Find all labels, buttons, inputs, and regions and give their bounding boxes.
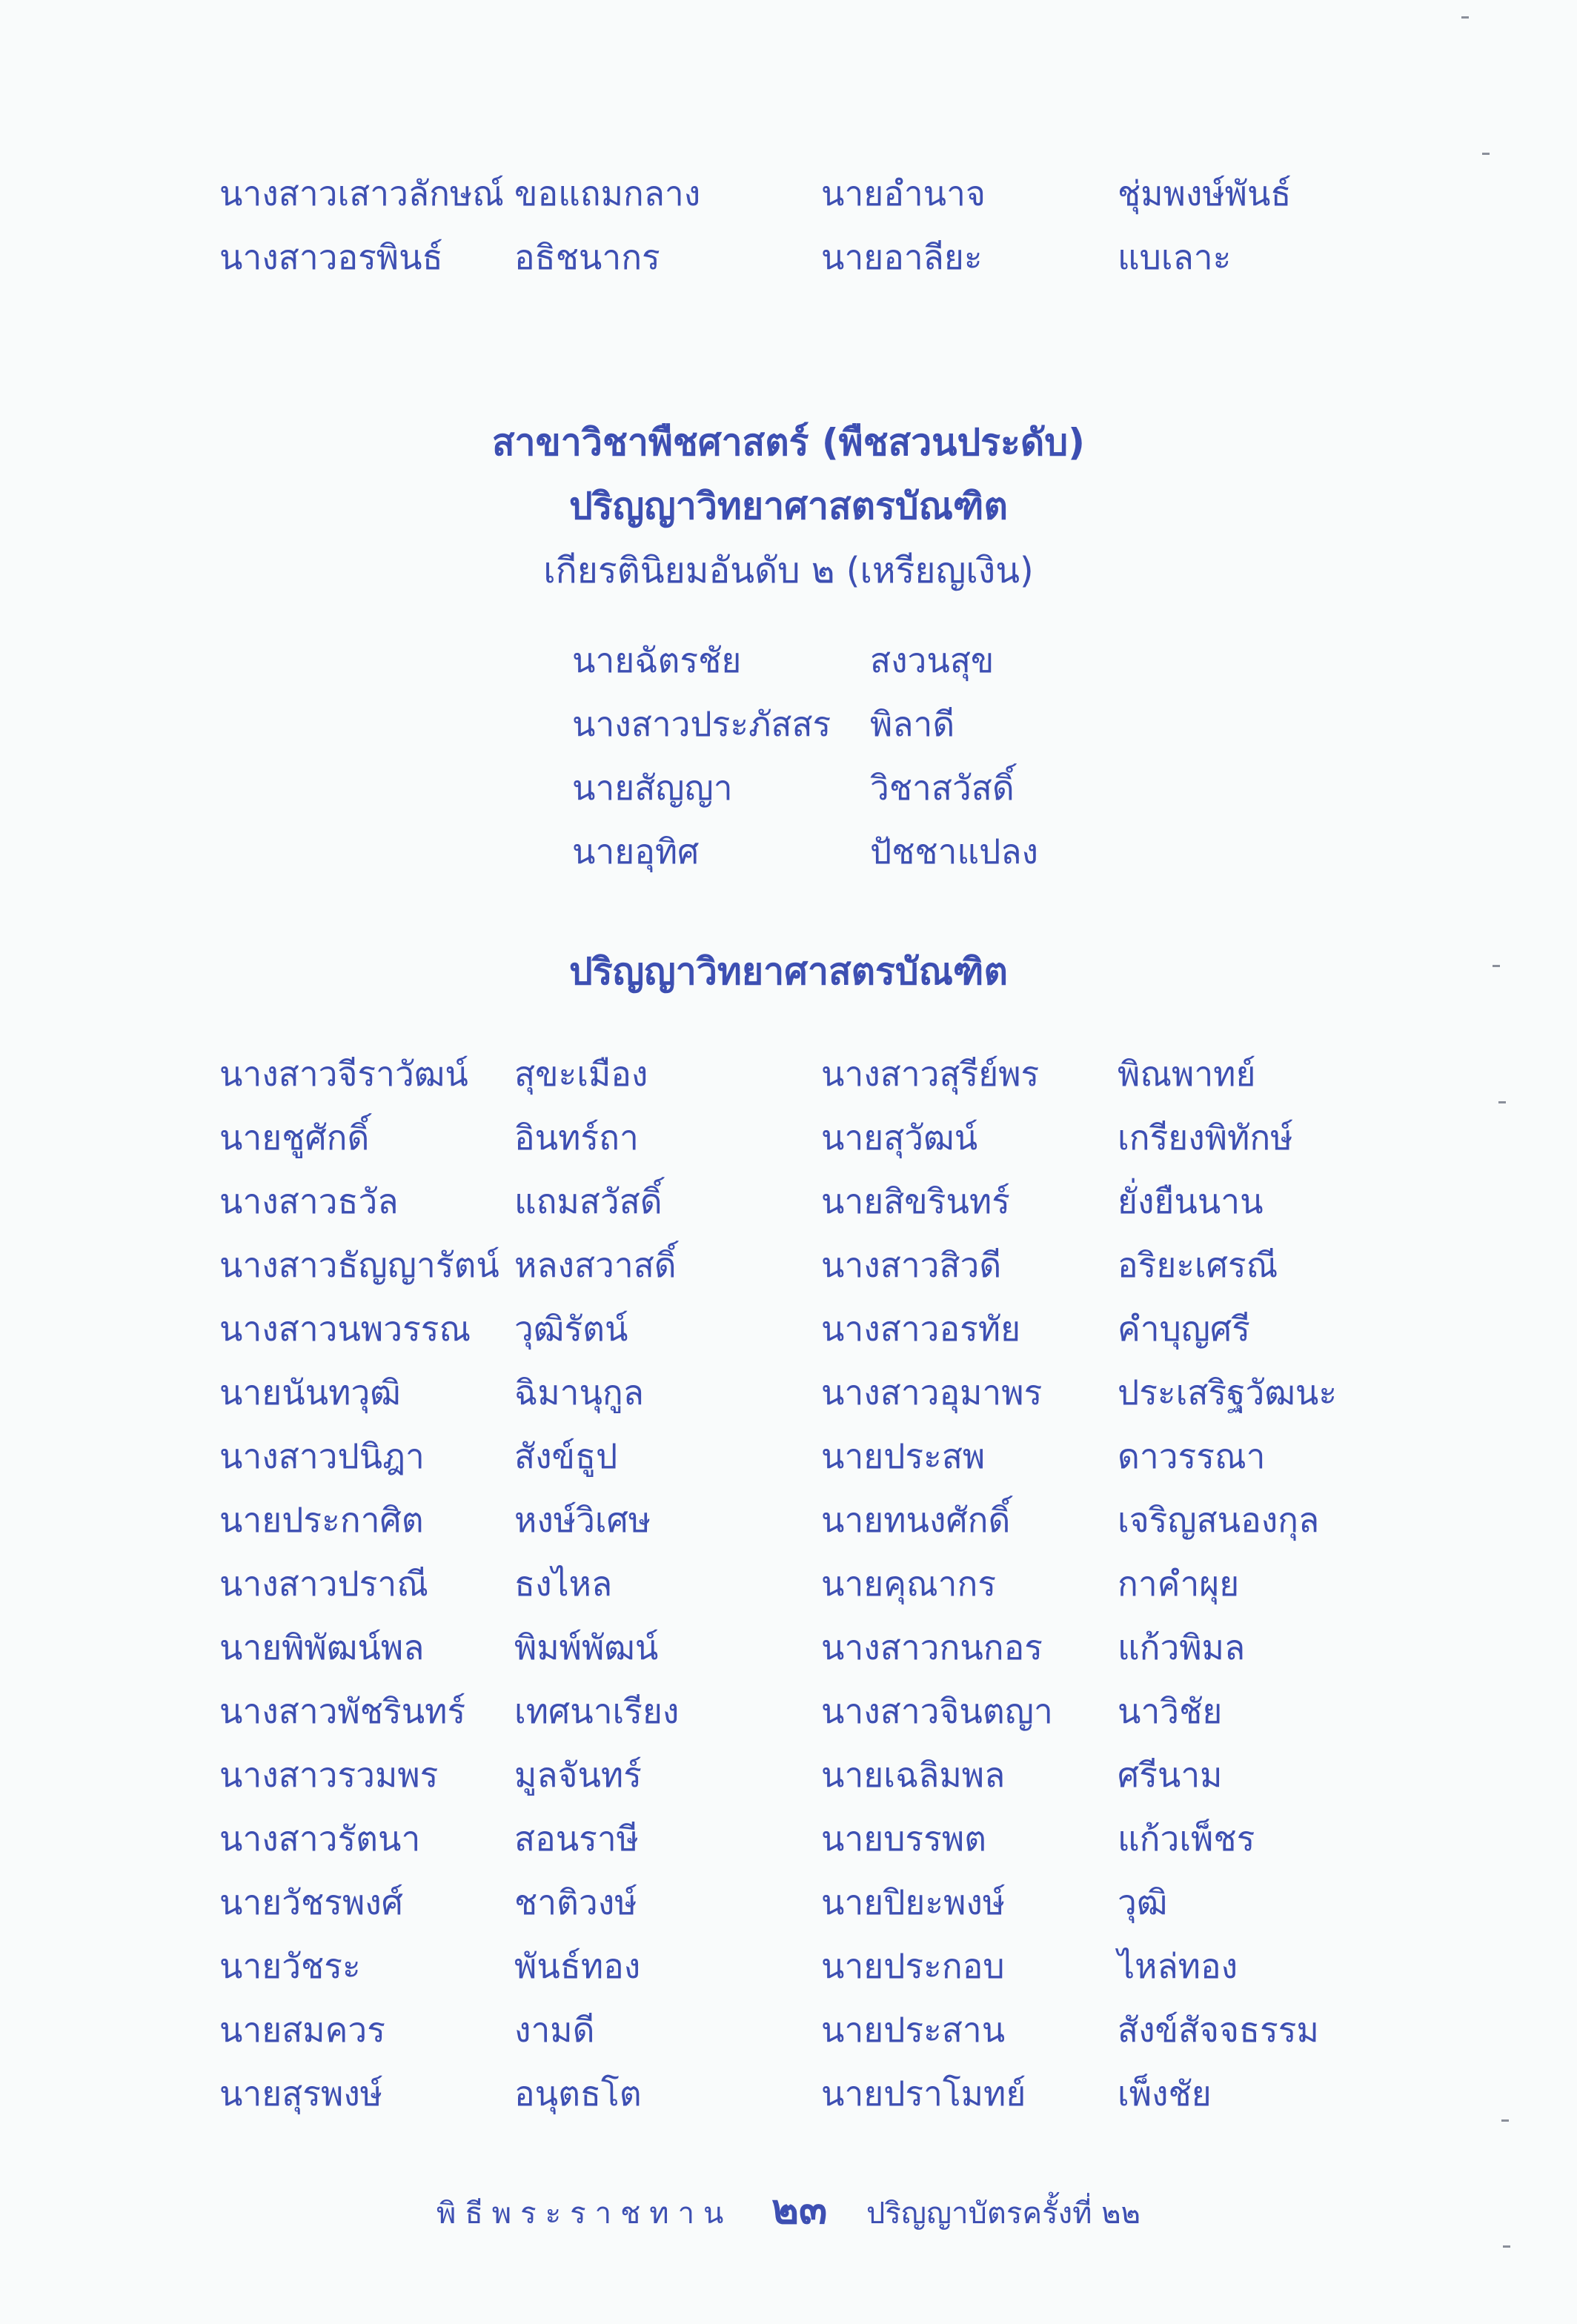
first-name: นายเฉลิมพล <box>821 1755 1006 1795</box>
first-name: นางสาวนพวรรณ <box>219 1309 471 1349</box>
list-item <box>219 162 1375 225</box>
last-name: พิลาดี <box>870 704 955 744</box>
first-name: นางสาวปราณี <box>219 1564 428 1604</box>
list-item <box>219 1743 1375 1807</box>
last-name: อริยะเศรณี <box>1118 1245 1278 1285</box>
first-name: นายสัญญา <box>572 768 733 808</box>
last-name: แถมสวัสดิ์ <box>514 1181 663 1221</box>
last-name: เพ็งชัย <box>1118 2074 1212 2114</box>
last-name: ธงไหล <box>514 1564 613 1604</box>
first-name: นายทนงศักดิ์ <box>821 1500 1011 1540</box>
last-name: งามดี <box>514 2010 595 2050</box>
first-name: นางสาวเสาวลักษณ์ <box>219 173 504 213</box>
first-name: นางสาวจินตญา <box>821 1691 1053 1731</box>
first-name: นายวัชรพงศ์ <box>219 1882 403 1922</box>
first-name: นายชูศักดิ์ <box>219 1118 370 1158</box>
list-item <box>219 1424 1375 1488</box>
first-name: นายอุทิศ <box>572 831 700 872</box>
degree-heading: ปริญญาวิทยาศาสตรบัณฑิต <box>568 950 1009 993</box>
degree-heading: ปริญญาวิทยาศาสตรบัณฑิต <box>568 485 1009 528</box>
list-item <box>219 1870 1375 1934</box>
list-item <box>219 1488 1375 1552</box>
list-item <box>572 756 1165 820</box>
last-name: เจริญสนองกุล <box>1118 1500 1320 1540</box>
last-name: ไหล่ทอง <box>1118 1946 1238 1986</box>
honors-name-list <box>572 628 1165 883</box>
first-name: นายพิพัฒน์พล <box>219 1627 425 1667</box>
first-name: นายปิยะพงษ์ <box>821 1882 1006 1922</box>
first-name: นางสาวพัชรินทร์ <box>219 1691 466 1731</box>
last-name: กาคำผุย <box>1118 1564 1240 1604</box>
list-item <box>572 820 1165 883</box>
top-name-list <box>219 162 1375 289</box>
last-name: ปัชชาแปลง <box>870 831 1038 872</box>
scan-mark <box>1498 1101 1506 1103</box>
last-name: พิมพ์พัฒน์ <box>514 1627 659 1667</box>
first-name: นายปราโมทย์ <box>821 2074 1026 2114</box>
last-name: แก้วเพ็ชร <box>1118 1819 1255 1859</box>
list-item <box>219 1169 1375 1233</box>
first-name: นายอาลียะ <box>821 237 983 277</box>
last-name: วุฒิ <box>1118 1882 1168 1922</box>
list-item <box>219 1552 1375 1616</box>
last-name: หลงสวาสดิ์ <box>514 1245 677 1285</box>
list-item <box>219 1042 1375 1106</box>
first-name: นางสาวกนกอร <box>821 1627 1043 1667</box>
last-name: แก้วพิมล <box>1118 1627 1246 1667</box>
first-name: นายประกอบ <box>821 1946 1005 1986</box>
scan-mark <box>1503 2245 1510 2248</box>
first-name: นางสาวรวมพร <box>219 1755 439 1795</box>
last-name: พิณพาทย์ <box>1118 1054 1256 1094</box>
list-item <box>219 1616 1375 1679</box>
first-name: นายอำนาจ <box>821 173 986 213</box>
first-name: นายคุณากร <box>821 1564 997 1604</box>
first-name: นางสาวอรทัย <box>821 1309 1021 1349</box>
last-name: ชาติวงษ์ <box>514 1882 637 1922</box>
first-name: นางสาวสิวดี <box>821 1245 1002 1285</box>
first-name: นางสาวธัญญารัตน์ <box>219 1245 499 1285</box>
list-item <box>219 1998 1375 2062</box>
page-footer <box>0 2176 1577 2242</box>
first-name: นายนันทวุฒิ <box>219 1372 401 1412</box>
last-name: ฉิมานุกูล <box>514 1372 644 1412</box>
page-number: ๒๓ <box>771 2185 828 2234</box>
footer-right-text: ปริญญาบัตรครั้งที่ ๒๒ <box>866 2197 1141 2231</box>
last-name: วุฒิรัตน์ <box>514 1309 628 1349</box>
scan-mark <box>1501 2119 1509 2122</box>
list-item <box>219 1679 1375 1743</box>
last-name: มูลจันทร์ <box>514 1755 642 1795</box>
first-name: นางสาวรัตนา <box>219 1819 421 1859</box>
last-name: สอนราษี <box>514 1819 640 1859</box>
last-name: อธิชนากร <box>514 237 660 277</box>
first-name: นายประสพ <box>821 1436 986 1476</box>
list-item <box>219 225 1375 289</box>
first-name: นางสาวประภัสสร <box>572 704 831 744</box>
last-name: เกรียงพิทักษ์ <box>1118 1118 1293 1158</box>
list-item <box>572 692 1165 756</box>
last-name: อนุตธโต <box>514 2074 642 2114</box>
last-name: ชุ่มพงษ์พันธ์ <box>1118 173 1292 213</box>
first-name: นางสาวปนิฎา <box>219 1436 425 1476</box>
footer-left-text: พิธีพระราชทาน <box>436 2197 733 2231</box>
list-item <box>219 1297 1375 1361</box>
last-name: เทศนาเรียง <box>514 1691 680 1731</box>
scan-mark <box>1493 965 1500 967</box>
last-name: นาวิชัย <box>1118 1691 1223 1731</box>
last-name: สังข์ธูป <box>514 1436 618 1476</box>
list-item <box>219 1361 1375 1424</box>
list-item <box>219 1106 1375 1169</box>
last-name: สงวนสุข <box>870 640 995 680</box>
list-item <box>219 1934 1375 1998</box>
last-name: วิชาสวัสดิ์ <box>870 768 1015 808</box>
first-name: นายประสาน <box>821 2010 1006 2050</box>
first-name: นายบรรพต <box>821 1819 987 1859</box>
scan-mark <box>1461 16 1469 19</box>
degree-name-list <box>219 1042 1375 2125</box>
first-name: นางสาวจีราวัฒน์ <box>219 1054 468 1094</box>
major-heading: สาขาวิชาพืชศาสตร์ (พืชสวนประดับ) <box>492 421 1085 464</box>
first-name: นายฉัตรชัย <box>572 640 742 680</box>
scan-mark <box>1482 153 1490 155</box>
first-name: นายวัชระ <box>219 1946 361 1986</box>
first-name: นายสุวัฒน์ <box>821 1118 978 1158</box>
last-name: หงษ์วิเศษ <box>514 1500 651 1540</box>
list-item <box>219 1233 1375 1297</box>
last-name: อินทร์ถา <box>514 1118 639 1158</box>
last-name: แบเลาะ <box>1118 237 1232 277</box>
last-name: พันธ์ทอง <box>514 1946 641 1986</box>
last-name: ศรีนาม <box>1118 1755 1223 1795</box>
list-item <box>572 628 1165 692</box>
list-item <box>219 1807 1375 1870</box>
last-name: ดาวรรณา <box>1118 1436 1266 1476</box>
first-name: นายสุรพงษ์ <box>219 2074 383 2114</box>
last-name: ขอแถมกลาง <box>514 173 701 213</box>
first-name: นางสาวธวัล <box>219 1181 399 1221</box>
first-name: นายประกาศิต <box>219 1500 424 1540</box>
list-item <box>219 2062 1375 2125</box>
first-name: นายสิขรินทร์ <box>821 1181 1010 1221</box>
last-name: สุขะเมือง <box>514 1054 648 1094</box>
first-name: นางสาวสุรีย์พร <box>821 1054 1040 1094</box>
last-name: ประเสริฐวัฒนะ <box>1118 1372 1338 1412</box>
last-name: สังข์สัจจธรรม <box>1118 2010 1319 2050</box>
first-name: นางสาวอรพินธ์ <box>219 237 443 277</box>
first-name: นายสมควร <box>219 2010 385 2050</box>
last-name: คำบุญศรี <box>1118 1309 1250 1349</box>
first-name: นางสาวอุมาพร <box>821 1372 1043 1412</box>
honors-heading: เกียรตินิยมอันดับ ๒ (เหรียญเงิน) <box>543 550 1034 591</box>
last-name: ยั่งยืนนาน <box>1118 1181 1264 1221</box>
